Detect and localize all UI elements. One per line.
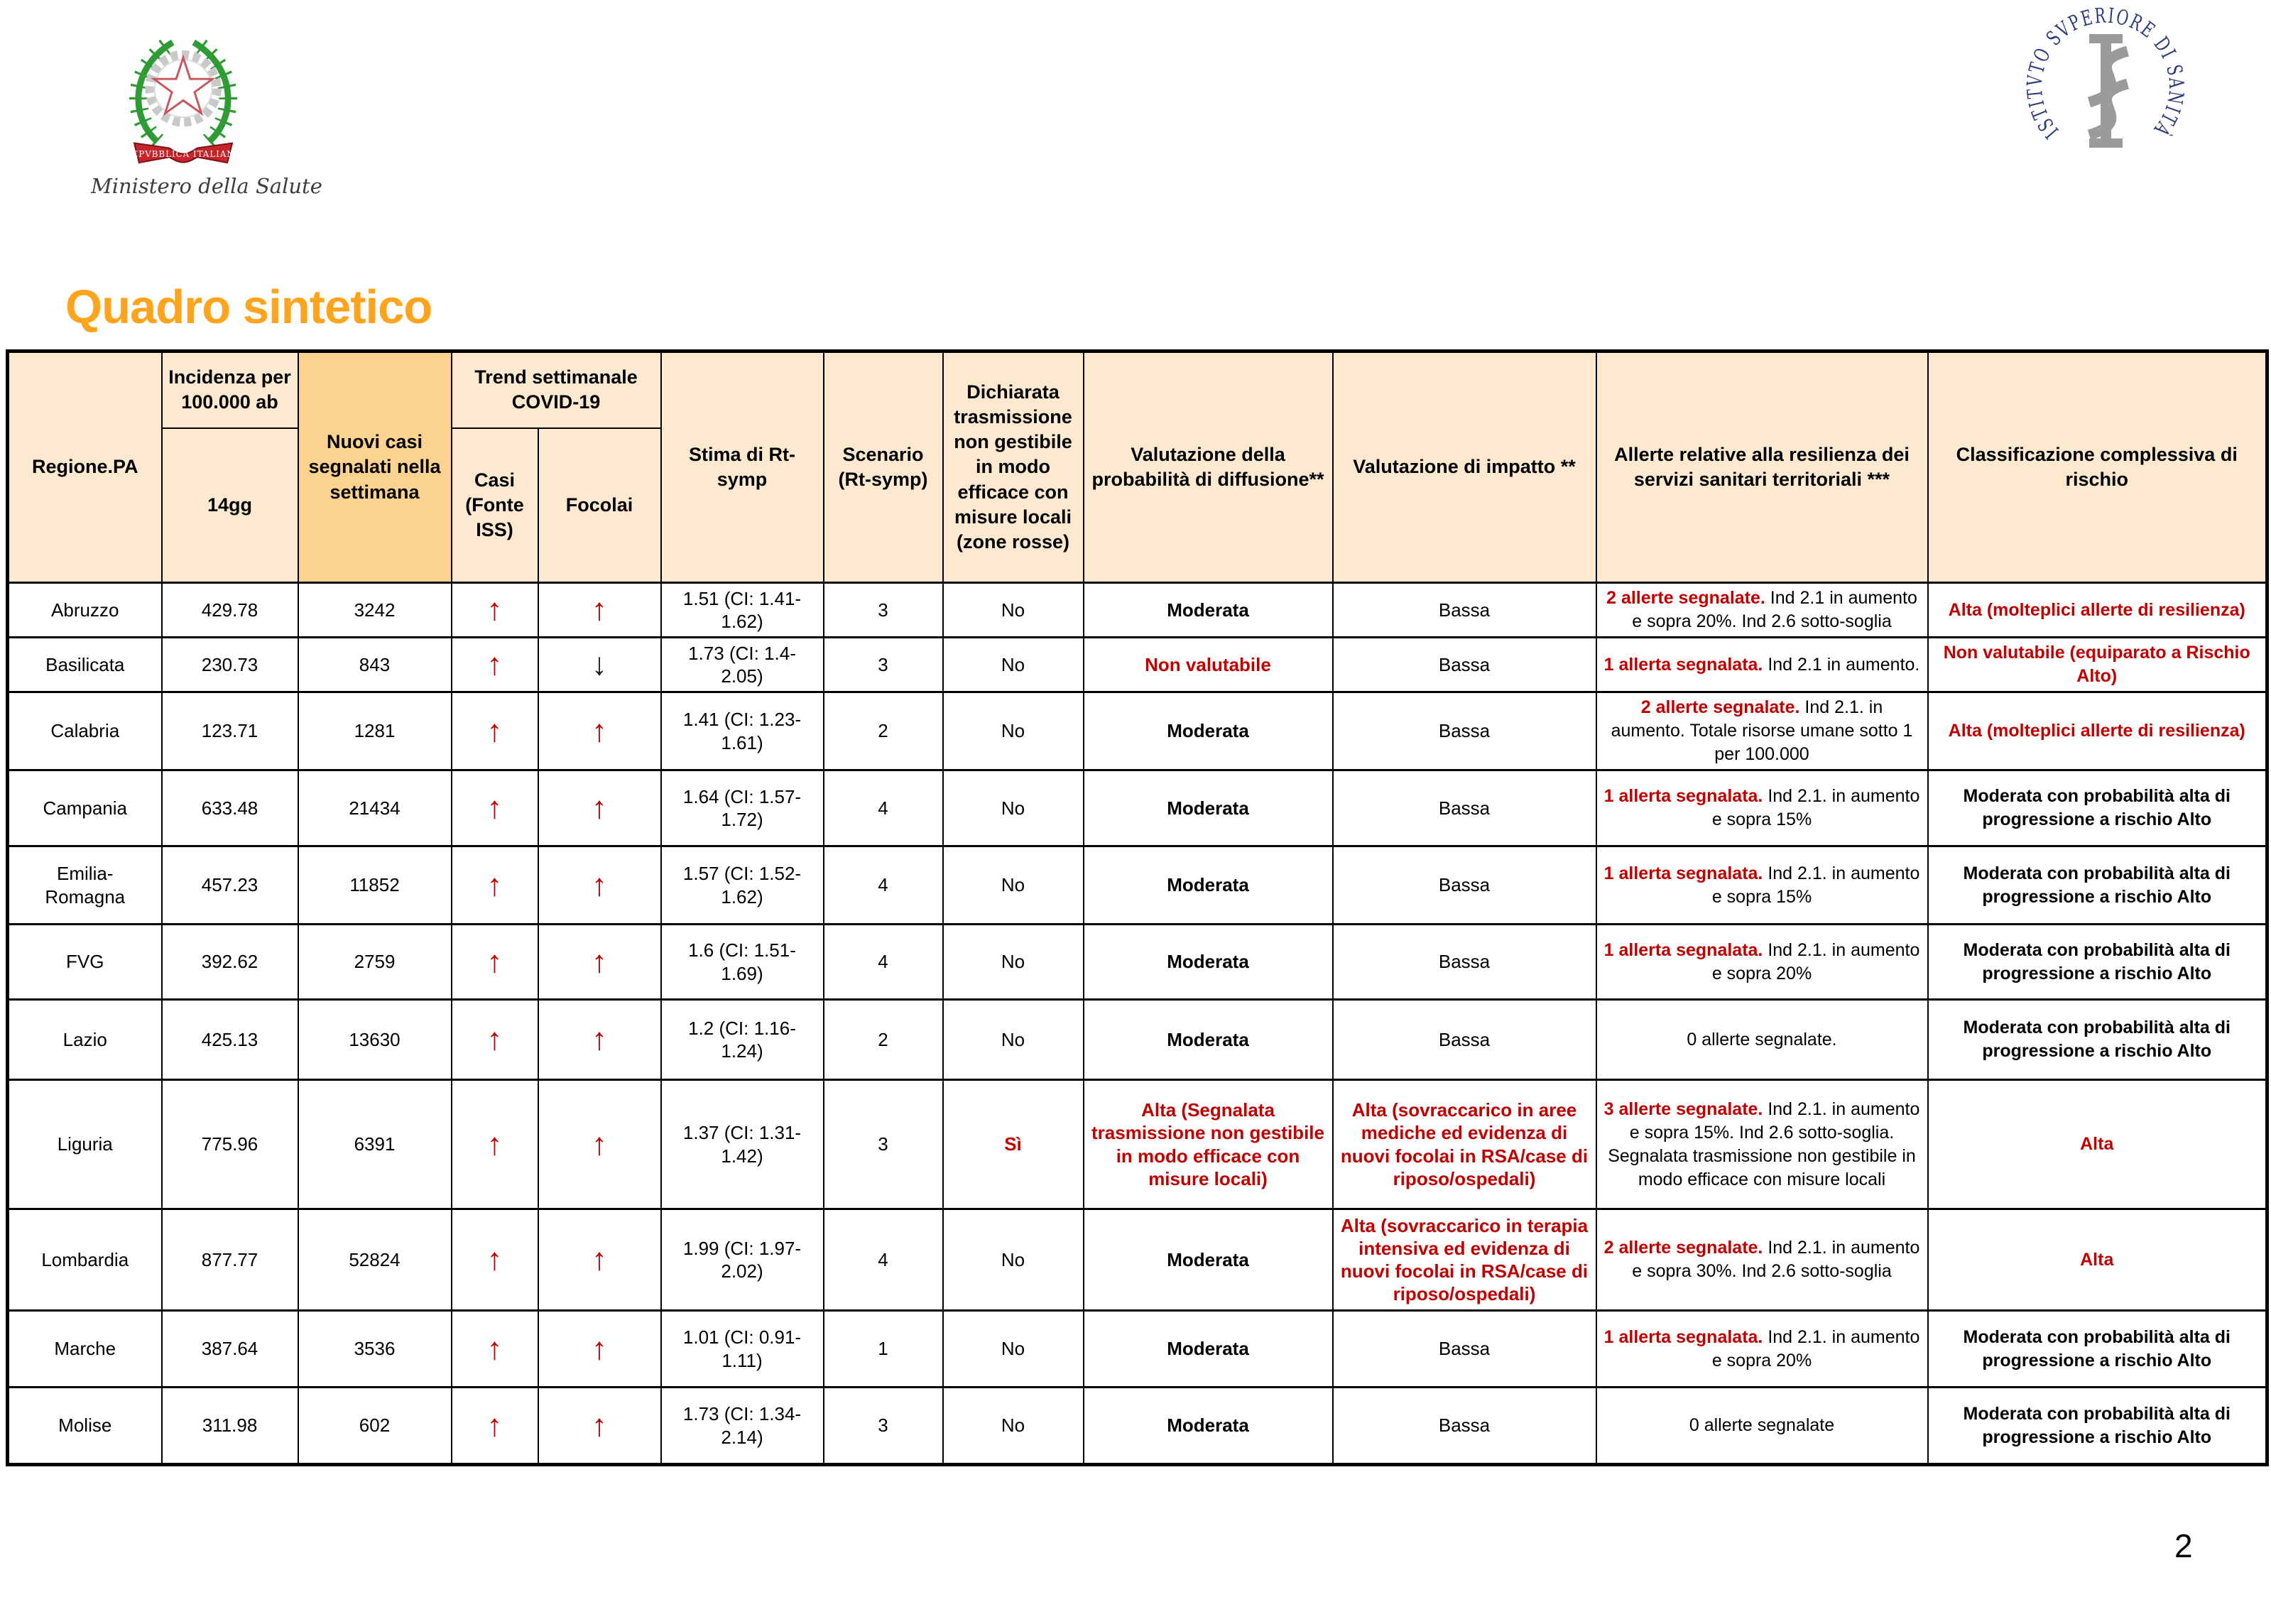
cell-resilience-alerts — [1596, 925, 1928, 1000]
cell-rt-estimate: 1.41 (CI: 1.23-1.61) — [661, 692, 824, 770]
cell-impact: Bassa — [1333, 770, 1596, 846]
cell-overall-risk: Moderata con probabilità alta di progressione a rischio Alto — [1928, 846, 2267, 925]
cell-new-cases-week: 21434 — [298, 770, 452, 846]
cell-new-cases-week: 52824 — [298, 1209, 452, 1311]
alert-count-text: 2 allerte segnalate. — [1606, 588, 1765, 608]
cell-rt-estimate: 1.99 (CI: 1.97-2.02) — [661, 1209, 824, 1311]
page-title: Quadro sintetico — [65, 280, 432, 334]
republic-emblem-icon — [102, 18, 265, 169]
cell-new-cases-week: 602 — [298, 1388, 452, 1465]
cell-scenario: 2 — [824, 1000, 943, 1080]
cell-diffusion-probability: Moderata — [1084, 1388, 1333, 1465]
cell-new-cases-week: 1281 — [298, 692, 452, 770]
cell-diffusion-probability: Moderata — [1084, 1311, 1333, 1388]
col-header-stima-rt: Stima di Rt-symp — [661, 351, 824, 583]
cell-diffusion-probability: Alta (Segnalata trasmissione non gestibile in modo efficace con misure locali) — [1084, 1080, 1333, 1209]
cell-resilience-alerts — [1596, 770, 1928, 846]
arrow-up-icon: ↑ — [592, 1407, 607, 1443]
cell-region: Lazio — [8, 1000, 162, 1080]
alert-detail-text: Ind 2.1. in aumento. Totale risorse umane sotto 1 per 100.000 — [1611, 697, 1913, 764]
cell-unmanageable-transmission: No — [943, 692, 1084, 770]
cell-scenario: 3 — [824, 583, 943, 638]
cell-trend-cases — [452, 583, 538, 638]
arrow-up-icon: ↑ — [592, 1242, 607, 1277]
cell-resilience-alerts — [1596, 692, 1928, 770]
cell-rt-estimate: 1.73 (CI: 1.34-2.14) — [661, 1388, 824, 1465]
table-row — [8, 583, 2267, 638]
cell-trend-outbreaks — [538, 1388, 661, 1465]
cell-incidence-14gg: 877.77 — [162, 1209, 298, 1311]
alert-detail-text: Ind 2.1. in aumento e sopra 15% — [1711, 786, 1920, 829]
cell-scenario: 4 — [824, 1209, 943, 1311]
cell-diffusion-probability: Non valutabile — [1084, 638, 1333, 692]
alert-detail-text: Ind 2.1. in aumento e sopra 15%. Ind 2.6 sotto-soglia. Segnalata trasmissione non gestibile in modo efficace con misure locali — [1608, 1099, 1920, 1189]
cell-incidence-14gg: 392.62 — [162, 925, 298, 1000]
cell-overall-risk: Alta (molteplici allerte di resilienza) — [1928, 583, 2267, 638]
table-body — [8, 583, 2267, 1465]
cell-resilience-alerts — [1596, 583, 1928, 638]
cell-region: Emilia-Romagna — [8, 846, 162, 925]
arrow-up-icon: ↑ — [592, 867, 607, 903]
cell-overall-risk: Non valutabile (equiparato a Rischio Alto) — [1928, 638, 2267, 692]
cell-region: Liguria — [8, 1080, 162, 1209]
cell-trend-outbreaks — [538, 692, 661, 770]
cell-rt-estimate: 1.73 (CI: 1.4-2.05) — [661, 638, 824, 692]
cell-region: Campania — [8, 770, 162, 846]
cell-resilience-alerts — [1596, 638, 1928, 692]
cell-impact: Bassa — [1333, 846, 1596, 925]
arrow-up-icon: ↑ — [486, 647, 503, 682]
ministero-salute-logo — [91, 18, 322, 198]
cell-impact: Bassa — [1333, 583, 1596, 638]
arrow-up-icon: ↑ — [592, 592, 607, 627]
cell-trend-outbreaks — [538, 1000, 661, 1080]
alert-detail-text: Ind 2.1. in aumento e sopra 20% — [1711, 1326, 1920, 1370]
cell-rt-estimate: 1.2 (CI: 1.16-1.24) — [661, 1000, 824, 1080]
cell-region: Calabria — [8, 692, 162, 770]
cell-incidence-14gg: 425.13 — [162, 1000, 298, 1080]
cell-scenario: 3 — [824, 638, 943, 692]
cell-region: Lombardia — [8, 1209, 162, 1311]
cell-trend-cases — [452, 925, 538, 1000]
cell-region: Marche — [8, 1311, 162, 1388]
cell-resilience-alerts — [1596, 1388, 1928, 1465]
cell-trend-cases — [452, 1311, 538, 1388]
alert-count-text: 1 allerta segnalata. — [1603, 863, 1763, 883]
cell-rt-estimate: 1.37 (CI: 1.31-1.42) — [661, 1080, 824, 1209]
cell-rt-estimate: 1.51 (CI: 1.41-1.62) — [661, 583, 824, 638]
alert-detail-text: 0 allerte segnalate — [1689, 1415, 1835, 1435]
table-header — [8, 351, 2267, 583]
arrow-up-icon: ↑ — [486, 1407, 503, 1443]
col-header-valutazione-impatto: Valutazione di impatto ** — [1333, 351, 1596, 583]
arrow-up-icon: ↑ — [486, 1126, 503, 1162]
cell-overall-risk: Moderata con probabilità alta di progressione a rischio Alto — [1928, 1388, 2267, 1465]
cell-overall-risk: Moderata con probabilità alta di progressione a rischio Alto — [1928, 925, 2267, 1000]
cell-scenario: 1 — [824, 1311, 943, 1388]
cell-new-cases-week: 843 — [298, 638, 452, 692]
col-header-classificazione-rischio: Classificazione complessiva di rischio — [1928, 351, 2267, 583]
cell-new-cases-week: 2759 — [298, 925, 452, 1000]
col-header-nuovi-casi: Nuovi casi segnalati nella settimana — [298, 351, 452, 583]
cell-trend-cases — [452, 1000, 538, 1080]
alert-count-text: 1 allerta segnalata. — [1603, 654, 1763, 675]
alert-detail-text: Ind 2.1 in aumento e sopra 20%. Ind 2.6 sotto-soglia — [1632, 588, 1917, 631]
cell-region: Basilicata — [8, 638, 162, 692]
alert-detail-text: Ind 2.1. in aumento e sopra 15% — [1711, 863, 1920, 907]
col-header-dichiarata-trasmissione: Dichiarata trasmissione non gestibile in modo efficace con misure locali (zone rosse) — [943, 351, 1084, 583]
cell-region: Molise — [8, 1388, 162, 1465]
table-row — [8, 846, 2267, 925]
cell-unmanageable-transmission: No — [943, 1000, 1084, 1080]
cell-diffusion-probability: Moderata — [1084, 1209, 1333, 1311]
arrow-up-icon: ↑ — [486, 1242, 503, 1277]
cell-trend-cases — [452, 846, 538, 925]
table-row — [8, 770, 2267, 846]
cell-unmanageable-transmission: No — [943, 1311, 1084, 1388]
cell-impact: Bassa — [1333, 638, 1596, 692]
cell-trend-outbreaks — [538, 1311, 661, 1388]
alert-count-text: 2 allerte segnalate. — [1603, 1238, 1763, 1258]
col-header-trend: Trend settimanale COVID-19 — [452, 351, 661, 428]
cell-trend-cases — [452, 1388, 538, 1465]
cell-overall-risk: Moderata con probabilità alta di progressione a rischio Alto — [1928, 770, 2267, 846]
cell-resilience-alerts — [1596, 846, 1928, 925]
table-row — [8, 925, 2267, 1000]
alert-count-text: 3 allerte segnalate. — [1603, 1099, 1763, 1119]
cell-trend-outbreaks — [538, 1209, 661, 1311]
cell-impact: Alta (sovraccarico in aree mediche ed evidenza di nuovi focolai in RSA/case di riposo/ospedali) — [1333, 1080, 1596, 1209]
cell-resilience-alerts — [1596, 1209, 1928, 1311]
table-row — [8, 1311, 2267, 1388]
col-header-14gg: 14gg — [162, 428, 298, 583]
cell-diffusion-probability: Moderata — [1084, 1000, 1333, 1080]
cell-unmanageable-transmission: No — [943, 1209, 1084, 1311]
cell-trend-outbreaks — [538, 583, 661, 638]
cell-impact: Bassa — [1333, 1000, 1596, 1080]
table-row — [8, 1209, 2267, 1311]
cell-incidence-14gg: 633.48 — [162, 770, 298, 846]
arrow-up-icon: ↑ — [592, 1022, 607, 1057]
ribbon-text: REPVBBLICA ITALIANA — [124, 149, 242, 160]
alert-count-text: 1 allerta segnalata. — [1603, 786, 1763, 806]
arrow-up-icon: ↑ — [592, 790, 607, 825]
arrow-up-icon: ↑ — [486, 592, 503, 627]
alert-detail-text: 0 allerte segnalate. — [1687, 1029, 1837, 1050]
iss-emblem-icon — [2022, 7, 2189, 174]
iss-logo — [2022, 7, 2189, 174]
arrow-down-icon: ↓ — [592, 647, 607, 682]
cell-overall-risk: Alta — [1928, 1209, 2267, 1311]
cell-trend-outbreaks — [538, 846, 661, 925]
iss-circle-text: ISTITVTO SVPERIORE DI SANITÀ — [2022, 7, 2189, 146]
col-header-valutazione-diffusione: Valutazione della probabilità di diffusione** — [1084, 351, 1333, 583]
arrow-up-icon: ↑ — [486, 713, 503, 748]
cell-impact: Alta (sovraccarico in terapia intensiva ed evidenza di nuovi focolai in RSA/case di riposo/ospedali) — [1333, 1209, 1596, 1311]
cell-scenario: 4 — [824, 846, 943, 925]
cell-unmanageable-transmission: No — [943, 846, 1084, 925]
header-row-1 — [8, 351, 2267, 428]
arrow-up-icon: ↑ — [486, 1022, 503, 1057]
cell-new-cases-week: 6391 — [298, 1080, 452, 1209]
cell-scenario: 3 — [824, 1388, 943, 1465]
cell-rt-estimate: 1.01 (CI: 0.91-1.11) — [661, 1311, 824, 1388]
cell-incidence-14gg: 123.71 — [162, 692, 298, 770]
col-header-scenario: Scenario (Rt-symp) — [824, 351, 943, 583]
cell-diffusion-probability: Moderata — [1084, 692, 1333, 770]
cell-overall-risk: Alta (molteplici allerte di resilienza) — [1928, 692, 2267, 770]
cell-resilience-alerts — [1596, 1311, 1928, 1388]
cell-region: FVG — [8, 925, 162, 1000]
arrow-up-icon: ↑ — [486, 944, 503, 979]
cell-region: Abruzzo — [8, 583, 162, 638]
cell-incidence-14gg: 775.96 — [162, 1080, 298, 1209]
cell-rt-estimate: 1.64 (CI: 1.57-1.72) — [661, 770, 824, 846]
cell-scenario: 2 — [824, 692, 943, 770]
table-row — [8, 1080, 2267, 1209]
col-header-allerte-resilienza: Allerte relative alla resilienza dei servizi sanitari territoriali *** — [1596, 351, 1928, 583]
cell-unmanageable-transmission: No — [943, 925, 1084, 1000]
cell-trend-cases — [452, 1209, 538, 1311]
cell-resilience-alerts — [1596, 1080, 1928, 1209]
cell-impact: Bassa — [1333, 1388, 1596, 1465]
alert-detail-text: Ind 2.1 in aumento. — [1763, 654, 1920, 675]
arrow-up-icon: ↑ — [592, 713, 607, 748]
cell-trend-outbreaks — [538, 1080, 661, 1209]
cell-diffusion-probability: Moderata — [1084, 770, 1333, 846]
cell-rt-estimate: 1.6 (CI: 1.51-1.69) — [661, 925, 824, 1000]
cell-trend-cases — [452, 638, 538, 692]
cell-incidence-14gg: 230.73 — [162, 638, 298, 692]
cell-trend-outbreaks — [538, 925, 661, 1000]
cell-scenario: 3 — [824, 1080, 943, 1209]
table-row — [8, 638, 2267, 692]
cell-incidence-14gg: 311.98 — [162, 1388, 298, 1465]
cell-new-cases-week: 11852 — [298, 846, 452, 925]
cell-trend-cases — [452, 692, 538, 770]
cell-overall-risk: Alta — [1928, 1080, 2267, 1209]
alert-count-text: 1 allerta segnalata. — [1603, 1326, 1763, 1347]
cell-impact: Bassa — [1333, 1311, 1596, 1388]
cell-diffusion-probability: Moderata — [1084, 925, 1333, 1000]
cell-trend-cases — [452, 1080, 538, 1209]
cell-incidence-14gg: 387.64 — [162, 1311, 298, 1388]
cell-unmanageable-transmission: No — [943, 1388, 1084, 1465]
col-header-regione: Regione.PA — [8, 351, 162, 583]
cell-diffusion-probability: Moderata — [1084, 583, 1333, 638]
table-row — [8, 692, 2267, 770]
alert-detail-text: Ind 2.1. in aumento e sopra 30%. Ind 2.6 sotto-soglia — [1632, 1238, 1920, 1281]
col-header-casi-fonte-iss: Casi (Fonte ISS) — [452, 428, 538, 583]
cell-trend-cases — [452, 770, 538, 846]
alert-count-text: 2 allerte segnalate. — [1640, 697, 1800, 717]
cell-scenario: 4 — [824, 925, 943, 1000]
cell-incidence-14gg: 429.78 — [162, 583, 298, 638]
cell-impact: Bassa — [1333, 925, 1596, 1000]
table-row — [8, 1388, 2267, 1465]
col-header-incidenza: Incidenza per 100.000 ab — [162, 351, 298, 428]
alert-count-text: 1 allerta segnalata. — [1603, 939, 1763, 960]
cell-overall-risk: Moderata con probabilità alta di progressione a rischio Alto — [1928, 1311, 2267, 1388]
arrow-up-icon: ↑ — [592, 944, 607, 979]
table-row — [8, 1000, 2267, 1080]
cell-unmanageable-transmission: No — [943, 638, 1084, 692]
ministero-caption: Ministero della Salute — [91, 174, 322, 198]
cell-overall-risk: Moderata con probabilità alta di progressione a rischio Alto — [1928, 1000, 2267, 1080]
col-header-focolai: Focolai — [538, 428, 661, 583]
cell-rt-estimate: 1.57 (CI: 1.52-1.62) — [661, 846, 824, 925]
cell-impact: Bassa — [1333, 692, 1596, 770]
arrow-up-icon: ↑ — [486, 790, 503, 825]
arrow-up-icon: ↑ — [486, 1331, 503, 1366]
cell-trend-outbreaks — [538, 770, 661, 846]
cell-resilience-alerts — [1596, 1000, 1928, 1080]
cell-trend-outbreaks — [538, 638, 661, 692]
arrow-up-icon: ↑ — [486, 867, 503, 903]
cell-new-cases-week: 13630 — [298, 1000, 452, 1080]
cell-unmanageable-transmission: No — [943, 583, 1084, 638]
risk-summary-table — [6, 349, 2269, 1466]
arrow-up-icon: ↑ — [592, 1331, 607, 1366]
cell-diffusion-probability: Moderata — [1084, 846, 1333, 925]
page-number: 2 — [2174, 1527, 2193, 1564]
arrow-up-icon: ↑ — [592, 1126, 607, 1162]
cell-unmanageable-transmission: Sì — [943, 1080, 1084, 1209]
cell-unmanageable-transmission: No — [943, 770, 1084, 846]
cell-scenario: 4 — [824, 770, 943, 846]
cell-new-cases-week: 3536 — [298, 1311, 452, 1388]
alert-detail-text: Ind 2.1. in aumento e sopra 20% — [1711, 939, 1920, 983]
cell-new-cases-week: 3242 — [298, 583, 452, 638]
cell-incidence-14gg: 457.23 — [162, 846, 298, 925]
